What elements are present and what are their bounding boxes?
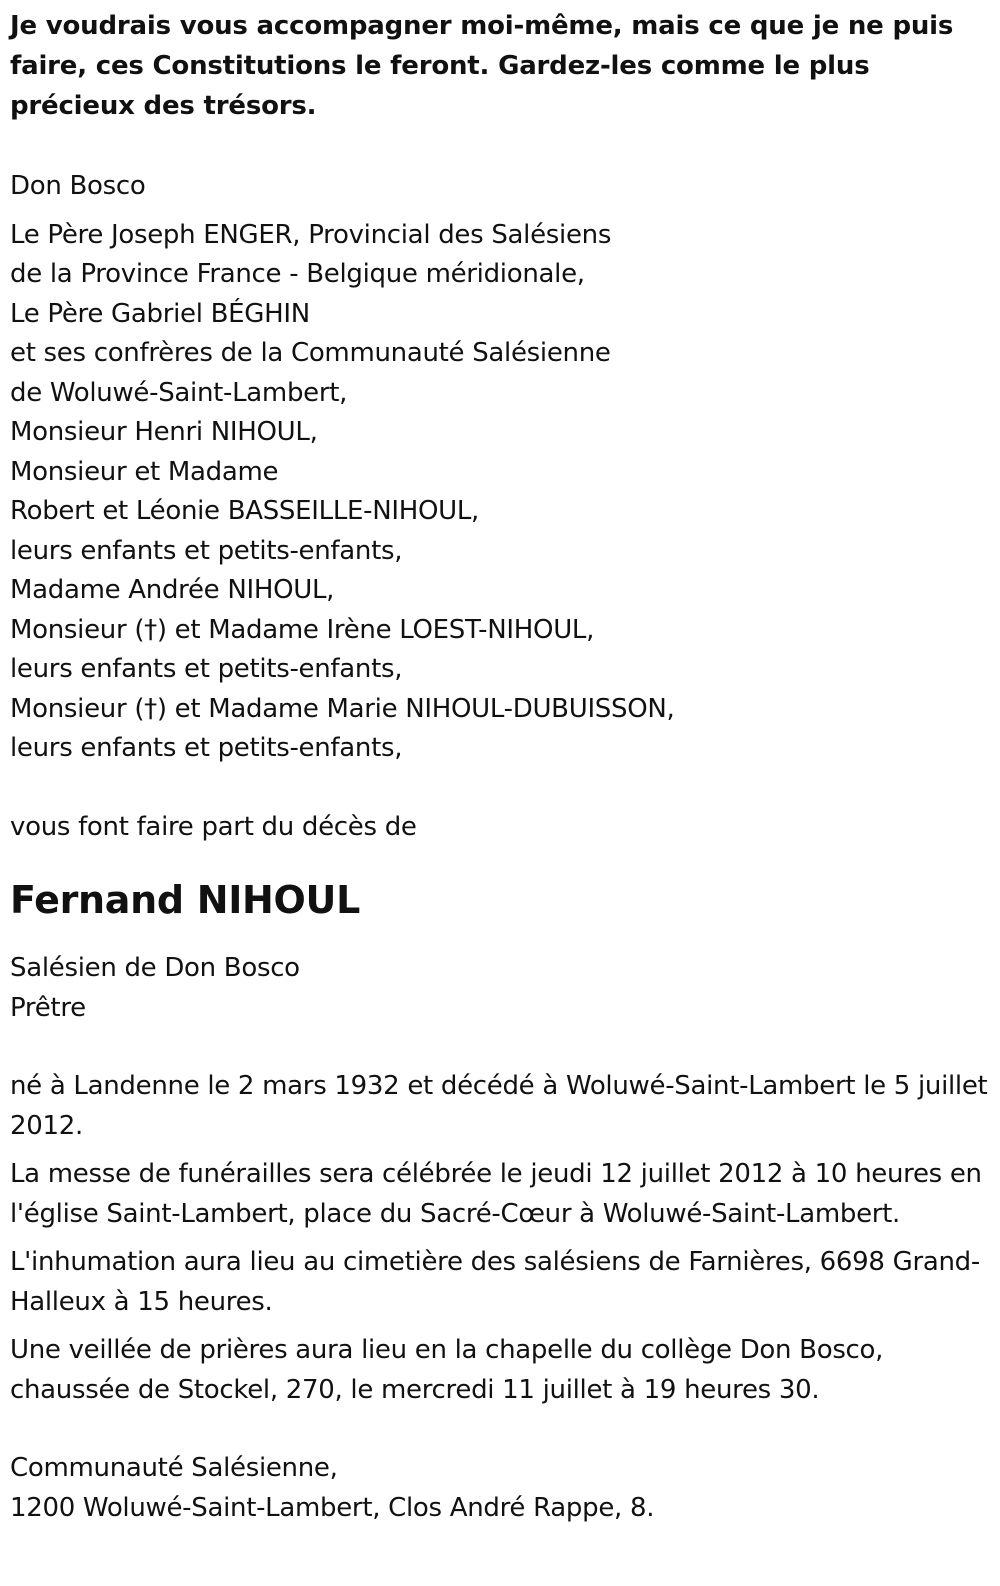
announcer-line: Madame Andrée NIHOUL, — [10, 575, 335, 605]
address-line: 1200 Woluwé-Saint-Lambert, Clos André Rappe, 8. — [10, 1492, 655, 1523]
announcer-line: Monsieur (†) et Madame Marie NIHOUL-DUBUISSON, — [10, 693, 675, 724]
deceased-name: Fernand NIHOUL — [10, 878, 361, 922]
announcer-line: Monsieur (†) et Madame Irène LOEST-NIHOUL, — [10, 614, 595, 645]
announcer-line: leurs enfants et petits-enfants, — [10, 535, 403, 566]
funeral-mass-details: La messe de funérailles sera célébrée le jeudi 12 juillet 2012 à 10 heures en l'église Saint-Lambert, place du Sacré-Cœur à Woluwé-Saint-Lambert. — [10, 1159, 982, 1229]
death-intro: vous font faire part du décès de — [10, 811, 417, 842]
announcer-line: leurs enfants et petits-enfants, — [10, 733, 403, 763]
announcer-line: Le Père Gabriel BÉGHIN — [10, 298, 310, 329]
deceased-title: Salésien de Don Bosco — [10, 953, 300, 983]
announcer-line: Robert et Léonie BASSEILLE-NIHOUL, — [10, 496, 480, 526]
quote-signature: Don Bosco — [10, 171, 146, 201]
announcers-list — [10, 216, 990, 769]
announcer-line: leurs enfants et petits-enfants, — [10, 654, 403, 684]
announcer-line: de la Province France - Belgique méridionale, — [10, 259, 585, 289]
birth-death-details: né à Landenne le 2 mars 1932 et décédé à Woluwé-Saint-Lambert le 5 juillet 2012. — [10, 1071, 988, 1141]
burial-details: L'inhumation aura lieu au cimetière des salésiens de Farnières, 6698 Grand-Halleux à 15 heures. — [10, 1247, 980, 1317]
deceased-title: Prêtre — [10, 992, 86, 1023]
announcer-line: Monsieur et Madame — [10, 456, 279, 487]
obituary-notice — [10, 0, 990, 1528]
announcer-line: Monsieur Henri NIHOUL, — [10, 417, 318, 447]
announcer-line: et ses confrères de la Communauté Salésienne — [10, 338, 611, 368]
announcer-line: Le Père Joseph ENGER, Provincial des Salésiens — [10, 219, 612, 250]
address-line: Communauté Salésienne, — [10, 1453, 338, 1483]
announcer-line: de Woluwé-Saint-Lambert, — [10, 377, 348, 408]
vigil-details: Une veillée de prières aura lieu en la chapelle du collège Don Bosco, chaussée de Stockel, 270, le mercredi 11 juillet à 19 heures 30. — [10, 1335, 884, 1405]
epigraph-quote: Je voudrais vous accompagner moi-même, mais ce que je ne puis faire, ces Constitutions le feront. Gardez-les comme le plus précieux des trésors. — [10, 11, 954, 121]
